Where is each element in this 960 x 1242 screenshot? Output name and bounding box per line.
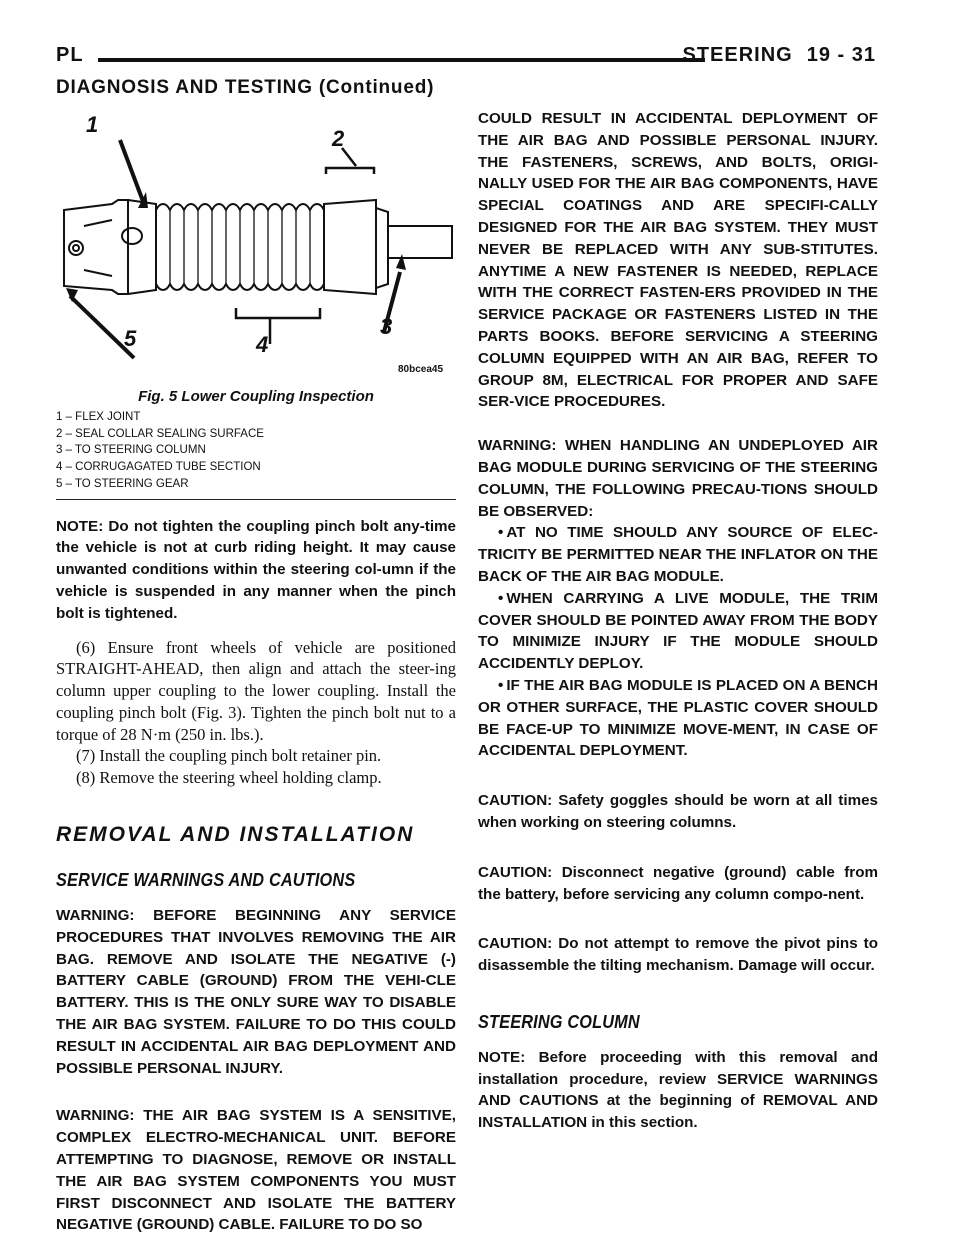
caution-goggles: CAUTION: Safety goggles should be worn at all times when working on steering columns. <box>478 792 878 831</box>
warning-1: WARNING: BEFORE BEGINNING ANY SERVICE PROCEDURES THAT INVOLVES REMOVING THE AIR BAG. REMOVE AND ISOLATE THE NEGATIVE (-) BATTERY CABLE (GROUND) FROM THE VEHI-CLE BATTERY. THIS IS THE ONLY SURE WAY TO DISABLE THE AIR BAG SYSTEM. FAILURE TO DO THIS COULD RESULT IN ACCIDENTAL AIR BAG DEPLOYMENT AND POSSIBLE PERSONAL INJURY. <box>56 907 456 1077</box>
figure-rule <box>56 499 456 500</box>
callout-2: 2 <box>332 126 345 151</box>
step-7: (7) Install the coupling pinch bolt retainer pin. <box>76 746 382 766</box>
legend-item: 2 – SEAL COLLAR SEALING SURFACE <box>56 427 264 440</box>
header-page: 19 - 31 <box>806 44 876 66</box>
section-title-removal: REMOVAL AND INSTALLATION <box>56 823 415 847</box>
bullet-item: • IF THE AIR BAG MODULE IS PLACED ON A BENCH OR OTHER SURFACE, THE PLASTIC COVER SHOULD BE FACE-UP TO MINIMIZE MOVE-MENT, IN CASE OF ACCIDENTAL DEPLOYMENT. <box>478 676 878 760</box>
continued-title: DIAGNOSIS AND TESTING (Continued) <box>56 77 435 98</box>
figure-lower-coupling <box>56 108 456 388</box>
bullet-icon: • <box>498 524 504 542</box>
subsection-title-warnings: SERVICE WARNINGS AND CAUTIONS <box>56 869 356 891</box>
callout-3: 3 <box>380 314 393 339</box>
caution-pivot-pins: CAUTION: Do not attempt to remove the pivot pins to disassemble the tilting mechanism. Damage will occur. <box>478 935 878 975</box>
callout-1: 1 <box>86 112 99 137</box>
legend-item: 3 – TO STEERING COLUMN <box>56 444 206 457</box>
callout-4: 4 <box>256 332 269 357</box>
callout-5: 5 <box>124 326 137 351</box>
bullet-icon: • <box>498 589 504 607</box>
bullet-icon: • <box>498 676 504 694</box>
right-column <box>478 108 878 1134</box>
subsection-title-steering-column: STEERING COLUMN <box>478 1010 640 1032</box>
header-left: PL <box>56 44 84 66</box>
bullet-item: • WHEN CARRYING A LIVE MODULE, THE TRIM COVER SHOULD BE POINTED AWAY FROM THE BODY TO MINIMIZE INJURY IF THE MODULE SHOULD ACCIDENTLY DEPLOY. <box>478 589 878 673</box>
warning-3: WARNING: WHEN HANDLING AN UNDEPLOYED AIR BAG MODULE DURING SERVICING OF THE STEERING COLUMN, THE FOLLOWING PRECAU-TIONS SHOULD BE OBSERVED: <box>478 437 878 520</box>
step-6: (6) Ensure front wheels of vehicle are positioned STRAIGHT-AHEAD, then align and attach the steer-ing column upper coupling to the lower coupling. Install the coupling pinch bolt (Fig. 3). Tighten the pinch bolt nut to a torque of 28 N·m (250 in. lbs.). <box>56 637 456 744</box>
note-review-warnings: NOTE: Before proceeding with this removal and installation procedure, review SERVICE WARNINGS AND CAUTIONS at the beginning of REMOVAL AND INSTALLATION in this section. <box>478 1048 878 1132</box>
legend-item: 5 – TO STEERING GEAR <box>56 477 189 490</box>
warning-2: WARNING: THE AIR BAG SYSTEM IS A SENSITIVE, COMPLEX ELECTRO-MECHANICAL UNIT. BEFORE ATTEMPTING TO DIAGNOSE, REMOVE OR INSTALL THE AIR BAG SYSTEM COMPONENTS YOU MUST FIRST DISCONNECT AND ISOLATE THE BATTERY NEGATIVE (GROUND) CABLE. FAILURE TO DO SO <box>56 1107 456 1234</box>
bullet-item: • AT NO TIME SHOULD ANY SOURCE OF ELEC-TRICITY BE PERMITTED NEAR THE INFLATOR ON THE BACK OF THE AIR BAG MODULE. <box>478 524 878 585</box>
header-section: STEERING <box>682 44 793 66</box>
figure-caption: Fig. 5 Lower Coupling Inspection <box>138 388 374 405</box>
caution-disconnect: CAUTION: Disconnect negative (ground) cable from the battery, before servicing any column compo-nent. <box>478 863 878 903</box>
step-8: (8) Remove the steering wheel holding clamp. <box>76 768 382 788</box>
figure-code: 80bcea45 <box>398 364 444 375</box>
figure-legend <box>56 409 456 493</box>
note-pinch-bolt: NOTE: Do not tighten the coupling pinch bolt any-time the vehicle is not at curb riding height. It may cause unwanted conditions within the steering col-umn if the vehicle is suspended in any manner when the pinch bolt is tightened. <box>56 517 456 622</box>
header-right <box>668 44 876 67</box>
warning-2-continued: COULD RESULT IN ACCIDENTAL DEPLOYMENT OF THE AIR BAG AND POSSIBLE PERSONAL INJURY. THE FASTENERS, SCREWS, AND BOLTS, ORIGI-NALLY USED FOR THE AIR BAG COMPONENTS, HAVE SPECIAL COATINGS AND ARE SPECIFI-CALLY DESIGNED FOR THE AIR BAG SYSTEM. THEY MUST NEVER BE REPLACED WITH ANY SUB-STITUTES. ANYTIME A NEW FASTENER IS NEEDED, REPLACE WITH THE CORRECT FASTEN-ERS PROVIDED IN THE SERVICE PACKAGE OR FASTENERS LISTED IN THE PARTS BOOKS. BEFORE SERVICING A STEERING COLUMN EQUIPPED WITH AN AIR BAG, REFER TO GROUP 8M, ELECTRICAL FOR PROPER AND SAFE SER-VICE PROCEDURES. <box>478 110 878 411</box>
header-rule <box>98 58 705 62</box>
left-column <box>56 108 456 1236</box>
legend-item: 4 – CORRUGAGATED TUBE SECTION <box>56 461 261 474</box>
legend-item: 1 – FLEX JOINT <box>56 411 141 423</box>
